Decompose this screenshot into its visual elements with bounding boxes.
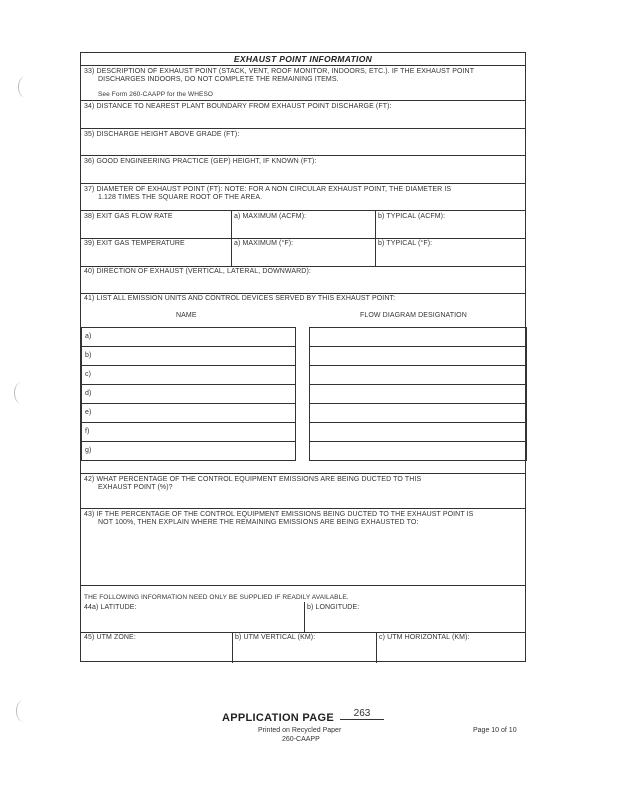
emission-unit-name-list [81,327,296,461]
q43-text-line2: NOT 100%, THEN EXPLAIN WHERE THE REMAINING EMISSIONS ARE BEING EXHAUSTED TO: [98,519,419,526]
flow-diagram-designation-list [309,327,527,461]
row-b-label: b) [85,352,92,359]
row-d-label: d) [85,390,92,397]
row-f-label: f) [85,428,90,435]
application-page-number: 263 [340,708,384,720]
q37-text-line2: 1.128 TIMES THE SQUARE ROOT OF THE AREA. [98,194,263,201]
q42-text-line2: EXHAUST POINT (%)? [98,484,173,491]
binder-hole-mark [14,382,29,404]
q45-utm-horizontal-label: c) UTM HORIZONTAL (KM): [379,634,470,641]
row-a-label: a) [85,333,92,340]
row-e-label: e) [85,409,92,416]
q35-label: 35) DISCHARGE HEIGHT ABOVE GRADE (FT): [84,131,240,138]
q41-label: 41) LIST ALL EMISSION UNITS AND CONTROL DEVICES SERVED BY THIS EXHAUST POINT: [84,295,396,302]
q41-col-name: NAME [176,312,197,319]
q34-label: 34) DISTANCE TO NEAREST PLANT BOUNDARY FROM EXHAUST POINT DISCHARGE (FT): [84,103,392,110]
section-title: EXHAUST POINT INFORMATION [233,54,373,64]
row-g-label: g) [85,447,92,454]
exhaust-point-form [80,52,526,662]
optional-info-note: THE FOLLOWING INFORMATION NEED ONLY BE SUPPLIED IF READILY AVAILABLE. [84,594,349,601]
q33-text-line1: 33) DESCRIPTION OF EXHAUST POINT (STACK, VENT, ROOF MONITOR, INDOORS, ETC.). IF THE EXHAUST POINT [84,68,475,75]
q42-text-line1: 42) WHAT PERCENTAGE OF THE CONTROL EQUIPMENT EMISSIONS ARE BEING DUCTED TO THIS [84,476,422,483]
printed-note: Printed on Recycled Paper [258,727,342,734]
application-page-label: APPLICATION PAGE [222,712,334,724]
q38-max-label: a) MAXIMUM (ACFM): [234,213,307,220]
q41-col-flow: FLOW DIAGRAM DESIGNATION [360,312,467,319]
binder-hole-mark [16,700,31,722]
q45-utm-vertical-label: b) UTM VERTICAL (KM): [235,634,316,641]
q44-longitude-label: b) LONGITUDE: [307,604,360,611]
q43-text-line1: 43) IF THE PERCENTAGE OF THE CONTROL EQUIPMENT EMISSIONS BEING DUCTED TO THE EXHAUST POINT IS [84,511,474,518]
q38-typical-label: b) TYPICAL (ACFM): [378,213,446,220]
row-c-label: c) [85,371,92,378]
page-of-label: Page 10 of 10 [473,727,517,734]
q39-label: 39) EXIT GAS TEMPERATURE [84,240,185,247]
q44-latitude-label: 44a) LATITUDE: [84,604,137,611]
q36-label: 36) GOOD ENGINEERING PRACTICE (GEP) HEIGHT, IF KNOWN (FT): [84,158,317,165]
q40-label: 40) DIRECTION OF EXHAUST (VERTICAL, LATERAL, DOWNWARD): [84,268,311,275]
q45-utm-zone-label: 45) UTM ZONE: [84,634,136,641]
q39-typical-label: b) TYPICAL (°F): [378,240,433,247]
q33-note: See Form 260-CAAPP for the WHESO [98,91,214,98]
q33-text-line2: DISCHARGES INDOORS, DO NOT COMPLETE THE REMAINING ITEMS. [98,76,339,83]
q37-text-line1: 37) DIAMETER OF EXHAUST POINT (FT): NOTE: FOR A NON CIRCULAR EXHAUST POINT, THE DIAMETER IS [84,186,452,193]
q38-label: 38) EXIT GAS FLOW RATE [84,213,173,220]
form-number: 260-CAAPP [282,736,320,743]
q39-max-label: a) MAXIMUM (°F): [234,240,294,247]
binder-hole-mark [18,76,33,98]
